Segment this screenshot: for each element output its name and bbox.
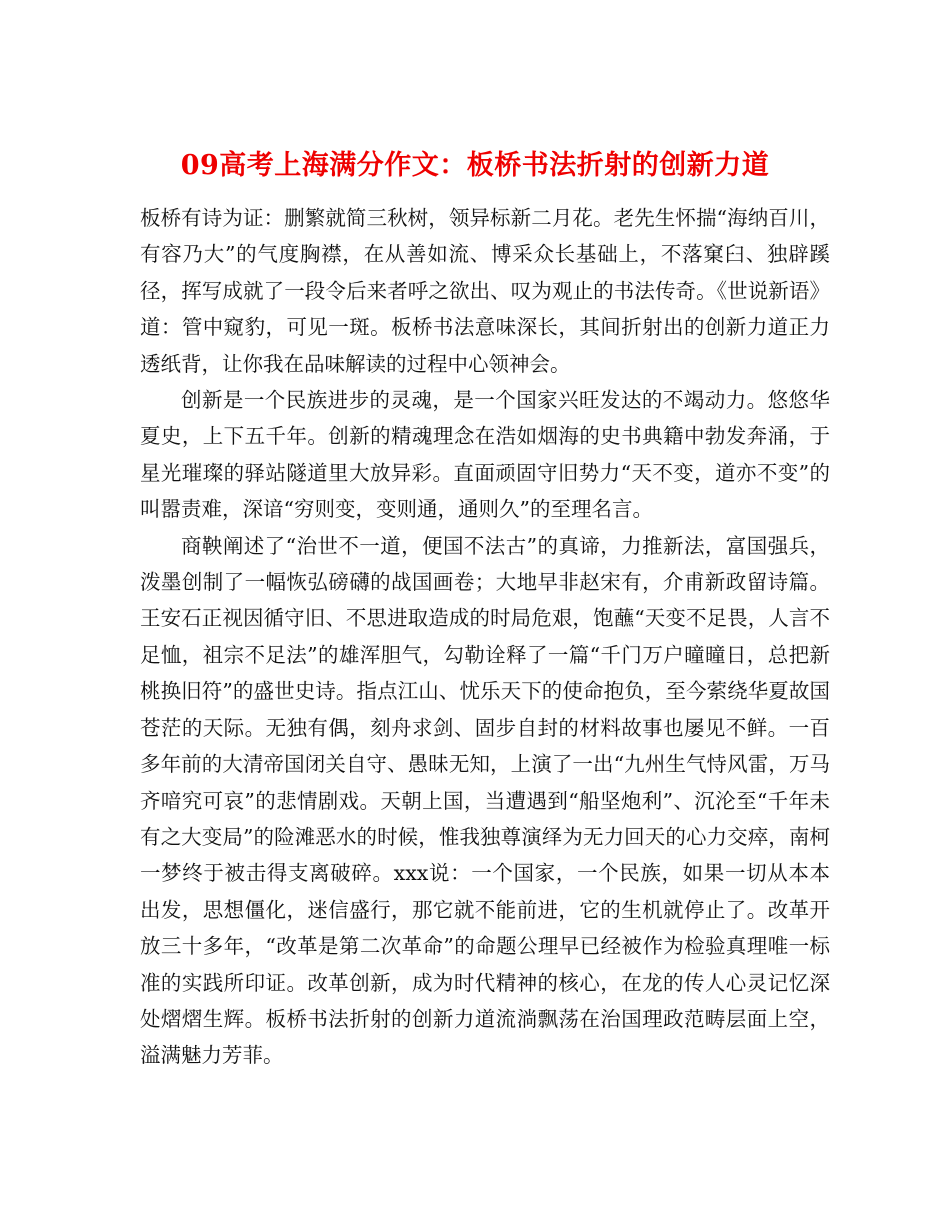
document-body <box>140 200 830 1074</box>
paragraph-intro: 板桥有诗为证：删繁就简三秋树，领异标新二月花。老先生怀揣“海纳百川，有容乃大”的气度胸襟，在从善如流、博采众长基础上，不落窠臼、独辟蹊径，挥写成就了一段令后来者呼之欲出、叹为观止的书法传奇。《世说新语》道：管中窥豹，可见一斑。板桥书法意味深长，其间折射出的创新力道正力透纸背，让你我在品味解读的过程中心领神会。 <box>140 206 830 376</box>
document-title: 09高考上海满分作文：板桥书法折射的创新力道 <box>180 150 770 182</box>
paragraph-history: 商鞅阐述了“治世不一道，便国不法古”的真谛，力推新法，富国强兵，泼墨创制了一幅恢弘磅礴的战国画卷；大地早非赵宋有，介甫新政留诗篇。王安石正视因循守旧、不思进取造成的时局危艰，饱蘸“天变不足畏，人言不足恤，祖宗不足法”的雄浑胆气，勾勒诠释了一篇“千门万户曈曈日，总把新桃换旧符”的盛世史诗。指点江山、忧乐天下的使命抱负，至今萦绕华夏故国苍茫的天际。无独有偶，刻舟求剑、固步自封的材料故事也屡见不鲜。一百多年前的大清帝国闭关自守、愚昧无知，上演了一出“九州生气恃风雷，万马齐喑究可哀”的悲情剧戏。天朝上国，当遭遇到“船坚炮利”、沉沦至“千年未有之大变局”的险滩恶水的时候，惟我独尊演绎为无力回天的心力交瘁，南柯一梦终于被击得支离破碎。xxx说：一个国家，一个民族，如果一切从本本出发，思想僵化，迷信盛行，那它就不能前进，它的生机就停止了。改革开放三十多年，“改革是第二次革命”的命题公理早已经被作为检验真理唯一标准的实践所印证。改革创新，成为时代精神的核心，在龙的传人心灵记忆深处熠熠生辉。板桥书法折射的创新力道流淌飘荡在治国理政范畴层面上空，溢满魅力芳菲。 <box>140 533 830 1068</box>
paragraph-innovation: 创新是一个民族进步的灵魂，是一个国家兴旺发达的不竭动力。悠悠华夏史，上下五千年。创新的精魂理念在浩如烟海的史书典籍中勃发奔涌，于星光璀璨的驿站隧道里大放异彩。直面顽固守旧势力“天不变，道亦不变”的叫嚣责难，深谙“穷则变，变则通，通则久”的至理名言。 <box>140 388 830 522</box>
